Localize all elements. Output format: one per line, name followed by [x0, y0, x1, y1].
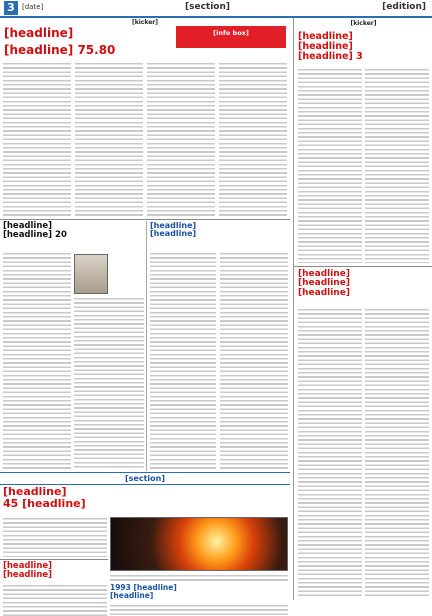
- side-kicker: [kicker]: [350, 20, 377, 27]
- story3-headline-line2: [headline]: [150, 229, 197, 239]
- story5-headline-line2: [headline]: [3, 569, 53, 580]
- main-column: [0, 18, 290, 600]
- divider: [294, 266, 432, 267]
- lead-body-col4: [219, 62, 287, 218]
- side-story1-body-col1: [298, 68, 362, 263]
- story2-photo: [74, 254, 108, 294]
- dateline: [date]: [22, 3, 44, 11]
- side-story1-headline-line2: [headline]: [298, 40, 353, 52]
- story3: [150, 222, 288, 239]
- side-story2-headline-line1: [headline]: [298, 269, 350, 279]
- lead-kicker: [kicker]: [132, 19, 158, 26]
- story6-headline-figure: 1993: [110, 583, 131, 592]
- story4-headline-line1: [headline]: [3, 485, 67, 498]
- story2-headline-figure: 20: [55, 229, 67, 240]
- story6-headline-line1: [headline]: [133, 583, 177, 592]
- story4-fire-photo: [110, 517, 288, 571]
- lead-body-col1: [3, 62, 71, 218]
- story5: [3, 562, 107, 580]
- lead-body-col3: [147, 62, 215, 218]
- lead-headline-line2: [headline]: [4, 43, 74, 57]
- story3-headline-line1: [headline]: [150, 221, 197, 230]
- side-story2-headline-line3: [headline]: [298, 287, 350, 298]
- side-story1-body-col2: [365, 68, 429, 263]
- side-story2-body-col1: [298, 308, 362, 598]
- lead-story: [0, 18, 290, 57]
- side-story1-headline-figure: 3: [356, 50, 363, 62]
- story6-body: [110, 604, 288, 616]
- story5-body: [3, 584, 107, 616]
- lead-headline-figure: 75.80: [77, 43, 116, 57]
- story3-body-col1: [150, 252, 216, 470]
- story4: [3, 486, 288, 509]
- side-column: [293, 18, 432, 600]
- side-story2-headline-line2: [headline]: [298, 278, 350, 289]
- lead-body-col2: [75, 62, 143, 218]
- divider: [0, 219, 290, 220]
- side-story1-headline-line1: [headline]: [298, 31, 353, 42]
- lead-info-box: [info box]: [176, 26, 286, 48]
- story4-caption: [110, 574, 288, 582]
- section-name: [section]: [185, 2, 230, 12]
- story2-headline-line2: [headline]: [3, 229, 53, 240]
- story5-headline-line1: [headline]: [3, 561, 53, 571]
- story2: [3, 222, 143, 240]
- story4-body: [3, 517, 107, 557]
- story2-body-col2: [74, 297, 144, 470]
- lead-headline-line1: [headline]: [4, 26, 74, 40]
- side-story2-body-col2: [365, 308, 429, 598]
- side-story1-headline-line3: [headline]: [298, 50, 353, 62]
- page-header-bar: [0, 0, 432, 18]
- side-story2: [298, 270, 430, 298]
- story4-headline-figure: 45: [3, 496, 19, 510]
- edition-name: [edition]: [382, 2, 426, 12]
- divider: [0, 559, 108, 560]
- story3-body-col2: [220, 252, 288, 470]
- column-divider: [146, 221, 147, 471]
- story6-headline-line2: [headline]: [110, 590, 154, 600]
- page-number: 3: [4, 1, 18, 15]
- section-bar: [section]: [0, 472, 290, 485]
- story6: [110, 584, 288, 600]
- story2-body-col1: [3, 252, 71, 470]
- story4-headline-line2: [headline]: [22, 496, 86, 510]
- story2-headline-line1: [headline]: [3, 221, 53, 231]
- side-story1: [298, 32, 430, 62]
